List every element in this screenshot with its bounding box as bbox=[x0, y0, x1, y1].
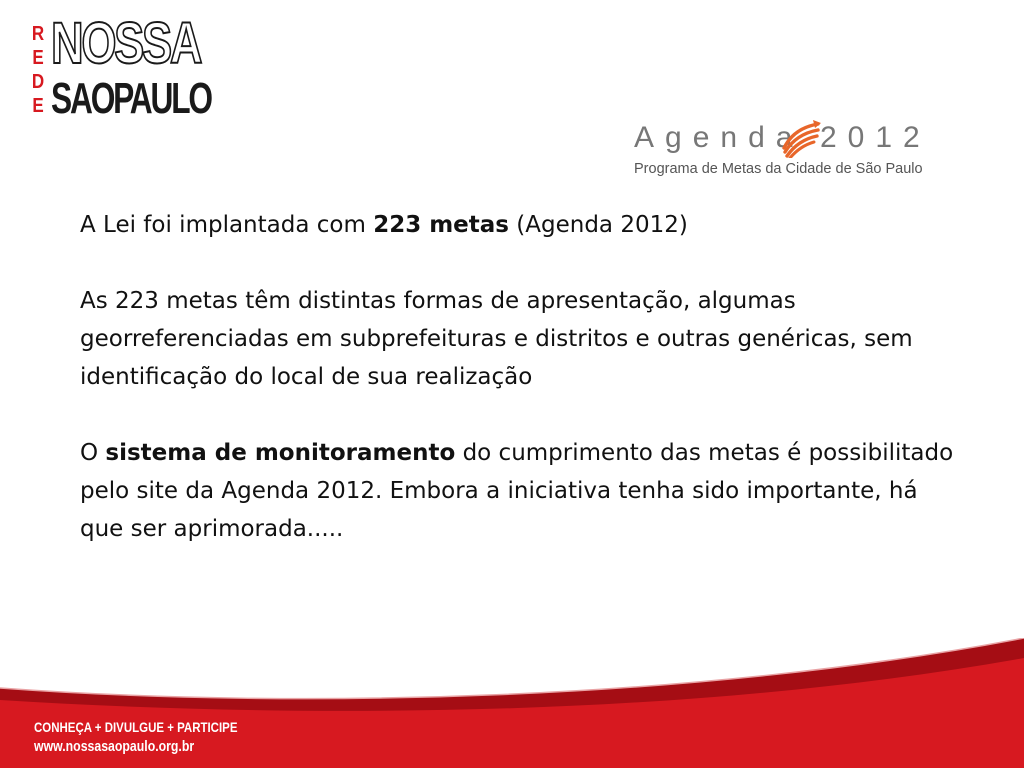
paragraph-metas: As 223 metas têm distintas formas de apresentação, algumas georreferenciadas em subprefeituras e distritos e outras genéricas, sem identificação do local de sua realização bbox=[80, 288, 913, 390]
agenda-word: Agenda bbox=[634, 121, 804, 154]
paragraph-text: do cumprimento das metas é possibilitado pelo site da Agenda 2012. Embora a iniciativa tenha sido importante, há que ser aprimorada..... bbox=[80, 440, 954, 542]
rede-letter: D bbox=[31, 71, 45, 93]
paragraph-lei bbox=[80, 206, 960, 244]
rede-vertical-letters bbox=[30, 22, 46, 118]
slide-body bbox=[80, 206, 960, 548]
rede-letter: R bbox=[31, 23, 45, 45]
highlight-sistema-monitoramento: sistema de monitoramento bbox=[105, 440, 456, 466]
logo-saopaulo-text: SAOPAULO bbox=[51, 74, 211, 123]
logo-nossa-text: NOSSA bbox=[51, 11, 201, 76]
footer-banner bbox=[0, 638, 1024, 768]
paragraph-text: (Agenda 2012) bbox=[508, 212, 688, 238]
agenda-swoosh-icon bbox=[780, 118, 822, 158]
agenda-year: 2012 bbox=[820, 121, 931, 154]
paragraph-text: A Lei foi implantada com bbox=[80, 212, 374, 238]
paragraph-monitoramento bbox=[80, 434, 960, 548]
rede-letter: E bbox=[32, 95, 44, 117]
footer-url: www.nossasaopaulo.org.br bbox=[34, 738, 195, 755]
paragraph-text: O bbox=[80, 440, 106, 466]
highlight-223-metas: 223 metas bbox=[373, 212, 509, 238]
agenda-subtitle: Programa de Metas da Cidade de São Paulo bbox=[634, 161, 923, 177]
rede-nossa-sao-paulo-logo bbox=[30, 11, 211, 123]
rede-letter: E bbox=[32, 47, 44, 69]
agenda-2012-logo bbox=[634, 118, 934, 188]
footer-slogan: CONHEÇA + DIVULGUE + PARTICIPE bbox=[34, 719, 238, 735]
